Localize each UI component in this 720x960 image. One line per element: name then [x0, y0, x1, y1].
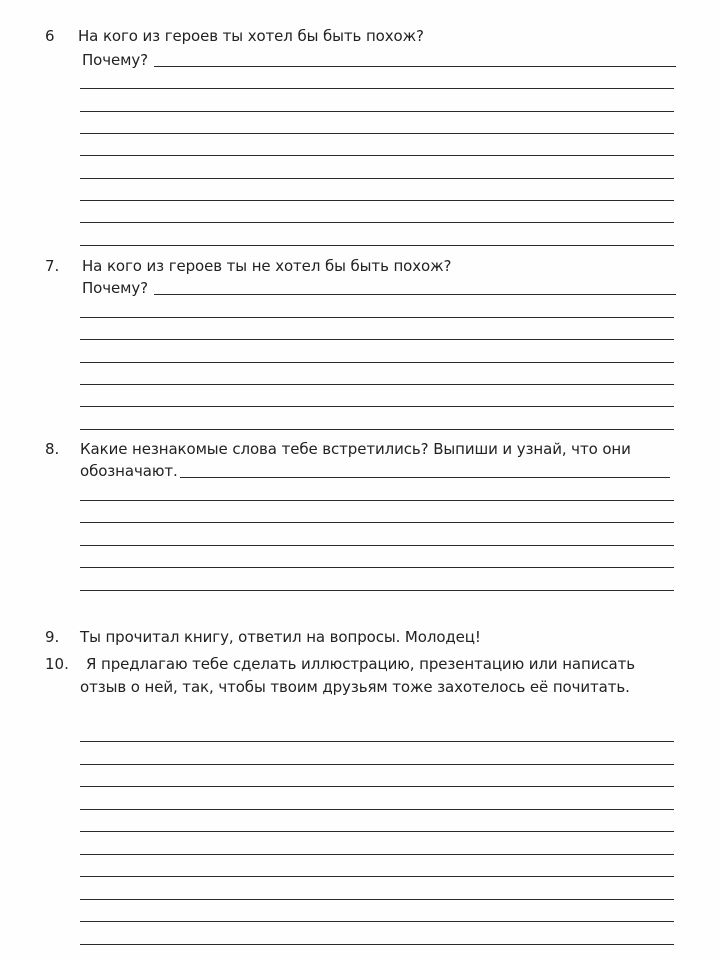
question-7-answer-line[interactable]: [80, 406, 674, 407]
question-6-answer-line[interactable]: [154, 66, 676, 67]
question-6-number: 6: [45, 27, 55, 45]
item-10-answer-line[interactable]: [80, 921, 674, 922]
item-10-answer-line[interactable]: [80, 854, 674, 855]
question-6-text: На кого из героев ты хотел бы быть похож?: [78, 27, 424, 45]
question-8-answer-line[interactable]: [80, 567, 674, 568]
question-6-answer-line[interactable]: [80, 88, 674, 89]
item-10-answer-line[interactable]: [80, 944, 674, 945]
item-10-answer-line[interactable]: [80, 764, 674, 765]
question-8-answer-line[interactable]: [180, 477, 670, 478]
item-10-answer-line[interactable]: [80, 899, 674, 900]
item-10-answer-line[interactable]: [80, 741, 674, 742]
question-6-answer-line[interactable]: [80, 133, 674, 134]
item-10-answer-line[interactable]: [80, 809, 674, 810]
item-10-answer-line[interactable]: [80, 876, 674, 877]
question-6-answer-line[interactable]: [80, 222, 674, 223]
question-7-answer-line[interactable]: [80, 362, 674, 363]
question-6-followup: Почему?: [82, 51, 149, 69]
question-6-answer-line[interactable]: [80, 111, 674, 112]
question-8-answer-line[interactable]: [80, 590, 674, 591]
question-8-text-line1: Какие незнакомые слова тебе встретились? Выпиши и узнай, что они: [80, 440, 631, 458]
question-8-answer-line[interactable]: [80, 500, 674, 501]
question-7-number: 7.: [45, 257, 60, 275]
item-10-answer-line[interactable]: [80, 831, 674, 832]
question-7-text: На кого из героев ты не хотел бы быть похож?: [82, 257, 452, 275]
item-10-text-line1: Я предлагаю тебе сделать иллюстрацию, презентацию или написать: [86, 655, 635, 673]
question-6-answer-line[interactable]: [80, 200, 674, 201]
item-10-text-line2: отзыв о ней, так, чтобы твоим друзьям тоже захотелось её почитать.: [80, 678, 630, 696]
question-8-number: 8.: [45, 440, 60, 458]
item-9-number: 9.: [45, 628, 60, 646]
question-7-answer-line[interactable]: [80, 317, 674, 318]
item-10-answer-line[interactable]: [80, 786, 674, 787]
question-6-answer-line[interactable]: [80, 245, 674, 246]
question-8-text-line2: обозначают.: [80, 462, 178, 480]
question-7-answer-line[interactable]: [80, 339, 674, 340]
question-8-answer-line[interactable]: [80, 522, 674, 523]
item-10-number: 10.: [45, 655, 69, 673]
question-6-answer-line[interactable]: [80, 155, 674, 156]
question-7-followup: Почему?: [82, 279, 149, 297]
question-7-answer-line[interactable]: [154, 294, 676, 295]
question-7-answer-line[interactable]: [80, 384, 674, 385]
question-6-answer-line[interactable]: [80, 178, 674, 179]
item-9-text: Ты прочитал книгу, ответил на вопросы. Молодец!: [80, 628, 481, 646]
question-8-answer-line[interactable]: [80, 545, 674, 546]
question-7-answer-line[interactable]: [80, 429, 674, 430]
